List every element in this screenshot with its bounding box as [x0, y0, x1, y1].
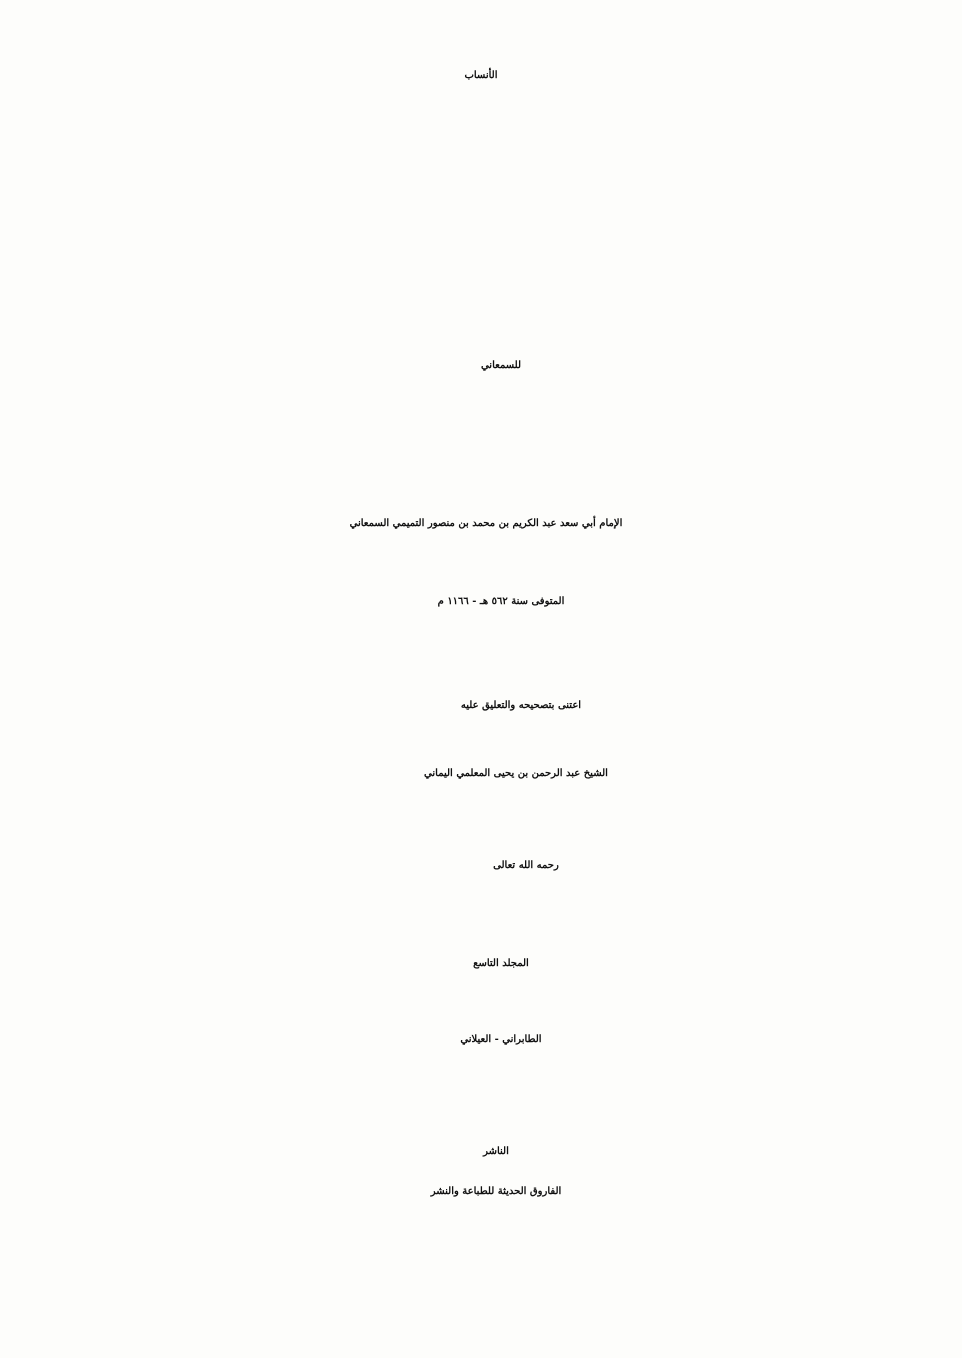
volume-range: الطابراني - العيلاني — [460, 1034, 542, 1045]
author-death-date: المتوفى سنة ٥٦٢ هـ - ١١٦٦ م — [437, 596, 565, 607]
book-title: الأنساب — [464, 70, 498, 81]
editor-blessing: رحمه الله تعالى — [493, 860, 559, 871]
editor-name: الشيخ عبد الرحمن بن يحيى المعلمي اليماني — [424, 768, 608, 779]
author-full-name: الإمام أبي سعد عبد الكريم بن محمد بن منصور التميمي السمعاني — [349, 518, 623, 529]
editor-intro: اعتنى بتصحيحه والتعليق عليه — [460, 700, 582, 711]
publisher-label: الناشر — [483, 1146, 509, 1157]
volume-label: المجلد التاسع — [473, 958, 529, 969]
author-short-name: للسمعاني — [480, 360, 522, 371]
publisher-name: الفاروق الحديثة للطباعة والنشر — [430, 1186, 562, 1197]
